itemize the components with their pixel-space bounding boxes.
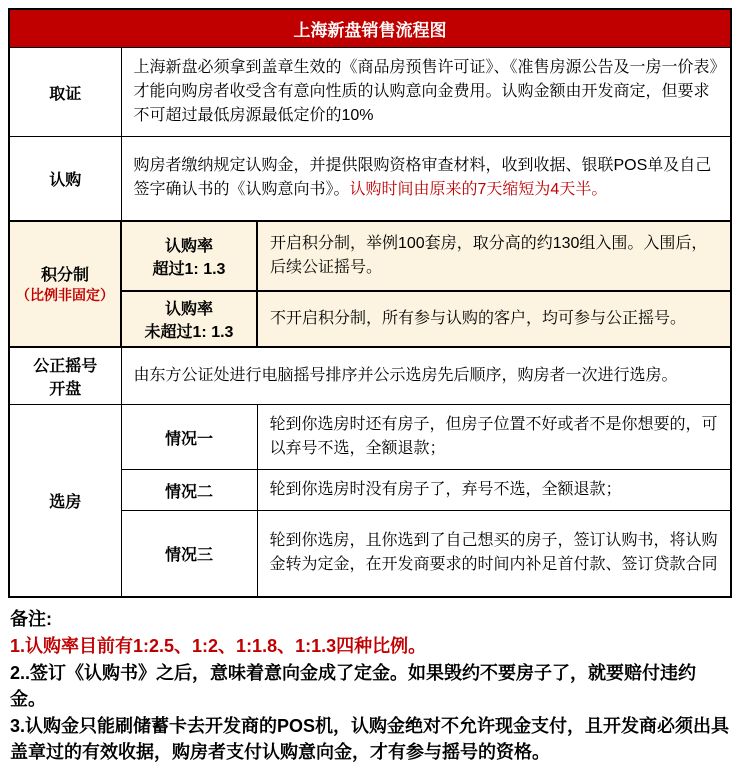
jifenzhi-under-label-line2: 未超过1: 1.3 — [144, 323, 234, 341]
note-2: 2..签订《认购书》之后，意味着意向金成了定金。如果毁约不要房子了，就要赔付违约金。 — [10, 662, 697, 709]
row-rengou-highlight: 认购时间由原来的7天缩短为4天半。 — [349, 181, 608, 199]
page-title: 上海新盘销售流程图 — [9, 9, 731, 48]
row-rengou — [9, 137, 731, 221]
jifenzhi-under-content: 不开启积分制，所有参与认购的客户，均可参与公正摇号。 — [257, 291, 731, 347]
xuanfang-case1-content: 轮到你选房时还有房子，但房子位置不好或者不是你想要的，可以弃号不选，全额退款； — [257, 405, 731, 470]
sales-process-table — [8, 8, 732, 598]
row-xuanfang-case1 — [9, 405, 731, 470]
row-quzheng-label: 取证 — [9, 48, 121, 137]
jifenzhi-over-content: 开启积分制，举例100套房，取分高的约130组入围。入围后，后续公证摇号。 — [257, 221, 731, 291]
row-rengou-label: 认购 — [9, 137, 121, 221]
jifenzhi-over-label — [121, 221, 257, 291]
yaohao-label-line1: 公正摇号 — [33, 357, 98, 375]
xuanfang-case2-label: 情况二 — [121, 470, 257, 511]
row-xuanfang-label: 选房 — [9, 405, 121, 597]
row-yaohao-content: 由东方公证处进行电脑摇号排序并公示选房先后顺序，购房者一次进行选房。 — [121, 347, 731, 405]
row-jifenzhi-label — [9, 221, 121, 347]
jifenzhi-label-note: （比例非固定） — [16, 287, 114, 303]
row-yaohao — [9, 347, 731, 405]
xuanfang-case2-content: 轮到你选房时没有房子了，弃号不选，全额退款； — [257, 470, 731, 511]
row-rengou-text: 购房者缴纳规定认购金，并提供限购资格审查材料，收到收据、银联POS单及自己签字确认书的《认购意向书》。 — [133, 157, 712, 199]
jifenzhi-under-label — [121, 291, 257, 347]
row-jifenzhi-over — [9, 221, 731, 291]
note-3: 3.认购金只能刷储蓄卡去开发商的POS机，认购金绝对不允许现金支付，且开发商必须出具盖章过的有效收据，购房者支付认购意向金，才有参与摇号的资格。 — [10, 715, 730, 762]
jifenzhi-under-label-line1: 认购率 — [164, 300, 213, 318]
row-yaohao-label — [9, 347, 121, 405]
jifenzhi-over-label-line2: 超过1: 1.3 — [152, 260, 226, 278]
jifenzhi-label-main: 积分制 — [40, 267, 89, 284]
row-rengou-content — [121, 137, 731, 221]
note-1: 1.认购率目前有1:2.5、1:2、1:1.8、1:1.3四种比例。 — [10, 635, 427, 656]
row-quzheng-content: 上海新盘必须拿到盖章生效的《商品房预售许可证》、《准售房源公告及一房一价表》才能向购房者收受含有意向性质的认购意向金费用。认购金额由开发商定，但要求不可超过最低房源最低定价的10% — [121, 48, 731, 137]
header-row — [9, 9, 731, 48]
notes-title: 备注: — [10, 608, 52, 629]
xuanfang-case1-label: 情况一 — [121, 405, 257, 470]
row-quzheng — [9, 48, 731, 137]
yaohao-label-line2: 开盘 — [49, 380, 82, 398]
xuanfang-case3-content: 轮到你选房，且你选到了自己想买的房子，签订认购书，将认购金转为定金，在开发商要求的时间内补足首付款、签订贷款合同 — [257, 511, 731, 597]
jifenzhi-over-label-line1: 认购率 — [164, 237, 213, 255]
notes-section — [8, 606, 732, 766]
xuanfang-case3-label: 情况三 — [121, 511, 257, 597]
